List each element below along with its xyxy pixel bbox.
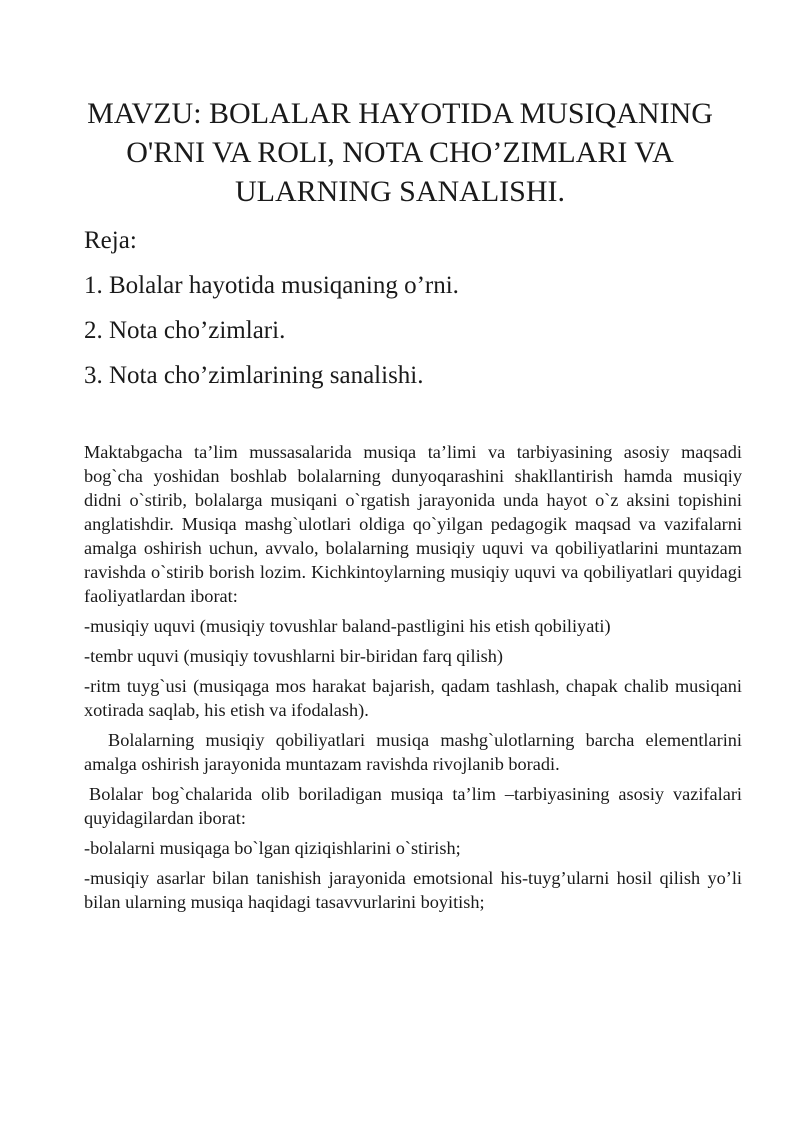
paragraph-intro: Maktabgacha ta’lim mussasalarida musiqa ta’limi va tarbiyasining asosiy maqsadi bog`cha yoshidan boshlab bolalarning dunyoqarashini shakllantirish hamda musiqiy didni o`stirib, bolalarga musiqani o`rgatish jarayonida unda hayot o`z aksini topishini anglatishdir. Musiqa mashg`ulotlari oldiga qo`yilgan pedagogik maqsad va vazifalarni amalga oshirish uchun, avvalo, bolalarning musiqiy uquvi va qobiliyatlarini muntazam ravishda o`stirib borish lozim. Kichkintoylarning musiqiy uquvi va qobiliyatlari quyidagi faoliyatlardan iborat: xyxy=(84,442,742,606)
plan-item: 3. Nota cho’zimlarining sanalishi. xyxy=(84,362,424,389)
plan-item: 1. Bolalar hayotida musiqaning o’rni. xyxy=(84,272,459,299)
list-item: -ritm tuyg`usi (musiqaga mos harakat bajarish, qadam tashlash, chapak chalib musiqani xotirada saqlab, his etish va ifodalash). xyxy=(84,676,742,720)
paragraph: Bolalar bog`chalarida olib boriladigan musiqa ta’lim –tarbiyasining asosiy vazifalari quyidagilardan iborat: xyxy=(84,784,742,828)
list-item: -tembr uquvi (musiqiy tovushlarni bir-biridan farq qilish) xyxy=(84,646,504,666)
plan-list xyxy=(84,218,724,398)
list-item: -musiqiy uquvi (musiqiy tovushlar baland-pastligini his etish qobiliyati) xyxy=(84,616,611,636)
plan-item: 2. Nota cho’zimlari. xyxy=(84,317,286,344)
list-item: -bolalarni musiqaga bo`lgan qiziqishlarini o`stirish; xyxy=(84,838,461,858)
plan-heading: Reja: xyxy=(84,227,137,254)
paragraph: Bolalarning musiqiy qobiliyatlari musiqa mashg`ulotlarning barcha elementlarini amalga oshirish jarayonida muntazam ravishda rivojlanib boradi. xyxy=(84,730,742,774)
page-title: MAVZU: BOLALAR HAYOTIDA MUSIQANING O'RNI VA ROLI, NOTA CHO’ZIMLARI VA ULARNING SANALISHI. xyxy=(87,97,713,208)
list-item: -musiqiy asarlar bilan tanishish jarayonida emotsional his-tuyg’ularni hosil qilish yo’li bilan ularning musiqa haqidagi tasavvurlarini boyitish; xyxy=(84,868,742,912)
body-text xyxy=(84,440,742,920)
